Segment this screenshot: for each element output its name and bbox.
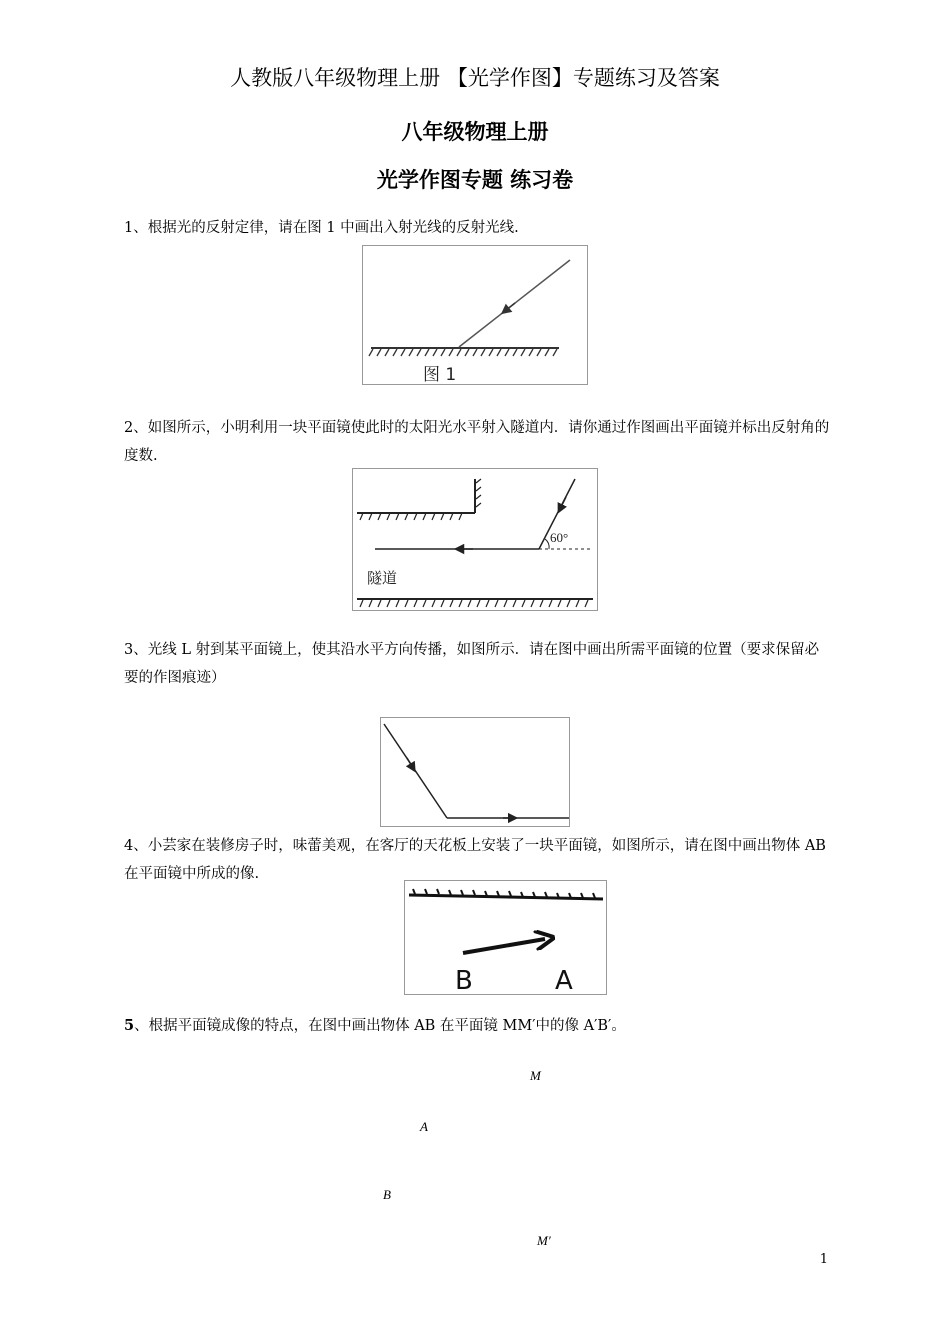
figure-4 (404, 880, 607, 995)
object-AB (463, 939, 545, 953)
sun-ray-arrow (560, 497, 566, 509)
figure-1-caption: 图 1 (423, 365, 457, 384)
question-1-number: 1 (124, 220, 134, 236)
question-4-text: 、小芸家在装修房子时，味蕾美观，在客厅的天花板上安装了一块平面镜，如图所示，请在图中画出物体 AB 在平面镜中所成的像. (124, 838, 826, 882)
question-1-text: 、根据光的反射定律，请在图 1 中画出入射光线的反射光线. (133, 220, 519, 236)
figure-1-diagram (363, 246, 587, 384)
label-A-fig5: A (420, 1119, 428, 1134)
figure-2 (352, 468, 598, 611)
ray-arrow (505, 303, 515, 311)
label-A: A (555, 966, 573, 994)
question-5-text: 、根据平面镜成像的特点，在图中画出物体 AB 在平面镜 MM′中的像 A′B′。 (134, 1018, 626, 1034)
angle-label: 60° (550, 530, 569, 545)
page-header: 人教版八年级物理上册 【光学作图】专题练习及答案 (230, 66, 720, 90)
light-ray-L-arrow (407, 758, 413, 768)
label-B: B (455, 966, 473, 994)
figure-3 (380, 717, 570, 827)
tunnel-floor-hatch (360, 600, 588, 607)
label-M-prime: M′ (537, 1233, 551, 1248)
tunnel-label: 隧道 (367, 569, 398, 587)
question-3-number: 3 (124, 642, 134, 658)
question-4-number: 4 (124, 838, 134, 854)
figure-3-diagram (381, 718, 569, 826)
page-number: 1 (819, 1252, 828, 1267)
label-M: M (530, 1068, 541, 1083)
question-2-text: 、如图所示，小明利用一块平面镜使此时的太阳光水平射入隧道内．请你通过作图画出平面镜并标出反射角的度数. (124, 420, 830, 464)
question-2 (124, 414, 830, 470)
question-3-text: 、光线 L 射到某平面镜上，使其沿水平方向传播，如图所示．请在图中画出所需平面镜的位置（要求保留必要的作图痕迹） (124, 642, 820, 686)
ceiling-mirror (409, 895, 603, 899)
figure-4-diagram (405, 881, 606, 994)
light-ray-L (384, 724, 447, 818)
angle-arc (545, 539, 549, 549)
question-1 (124, 214, 830, 242)
question-5-number: 5 (124, 1017, 135, 1034)
figure-2-diagram (353, 469, 597, 610)
mirror-hatch (369, 349, 557, 356)
document-subtitle: 光学作图专题 练习卷 (376, 168, 574, 192)
question-2-number: 2 (124, 420, 134, 436)
label-B-fig5: B (383, 1187, 391, 1202)
question-3 (124, 636, 830, 692)
document-title: 八年级物理上册 (401, 120, 549, 144)
question-5 (124, 1012, 830, 1040)
figure-1 (362, 245, 588, 385)
